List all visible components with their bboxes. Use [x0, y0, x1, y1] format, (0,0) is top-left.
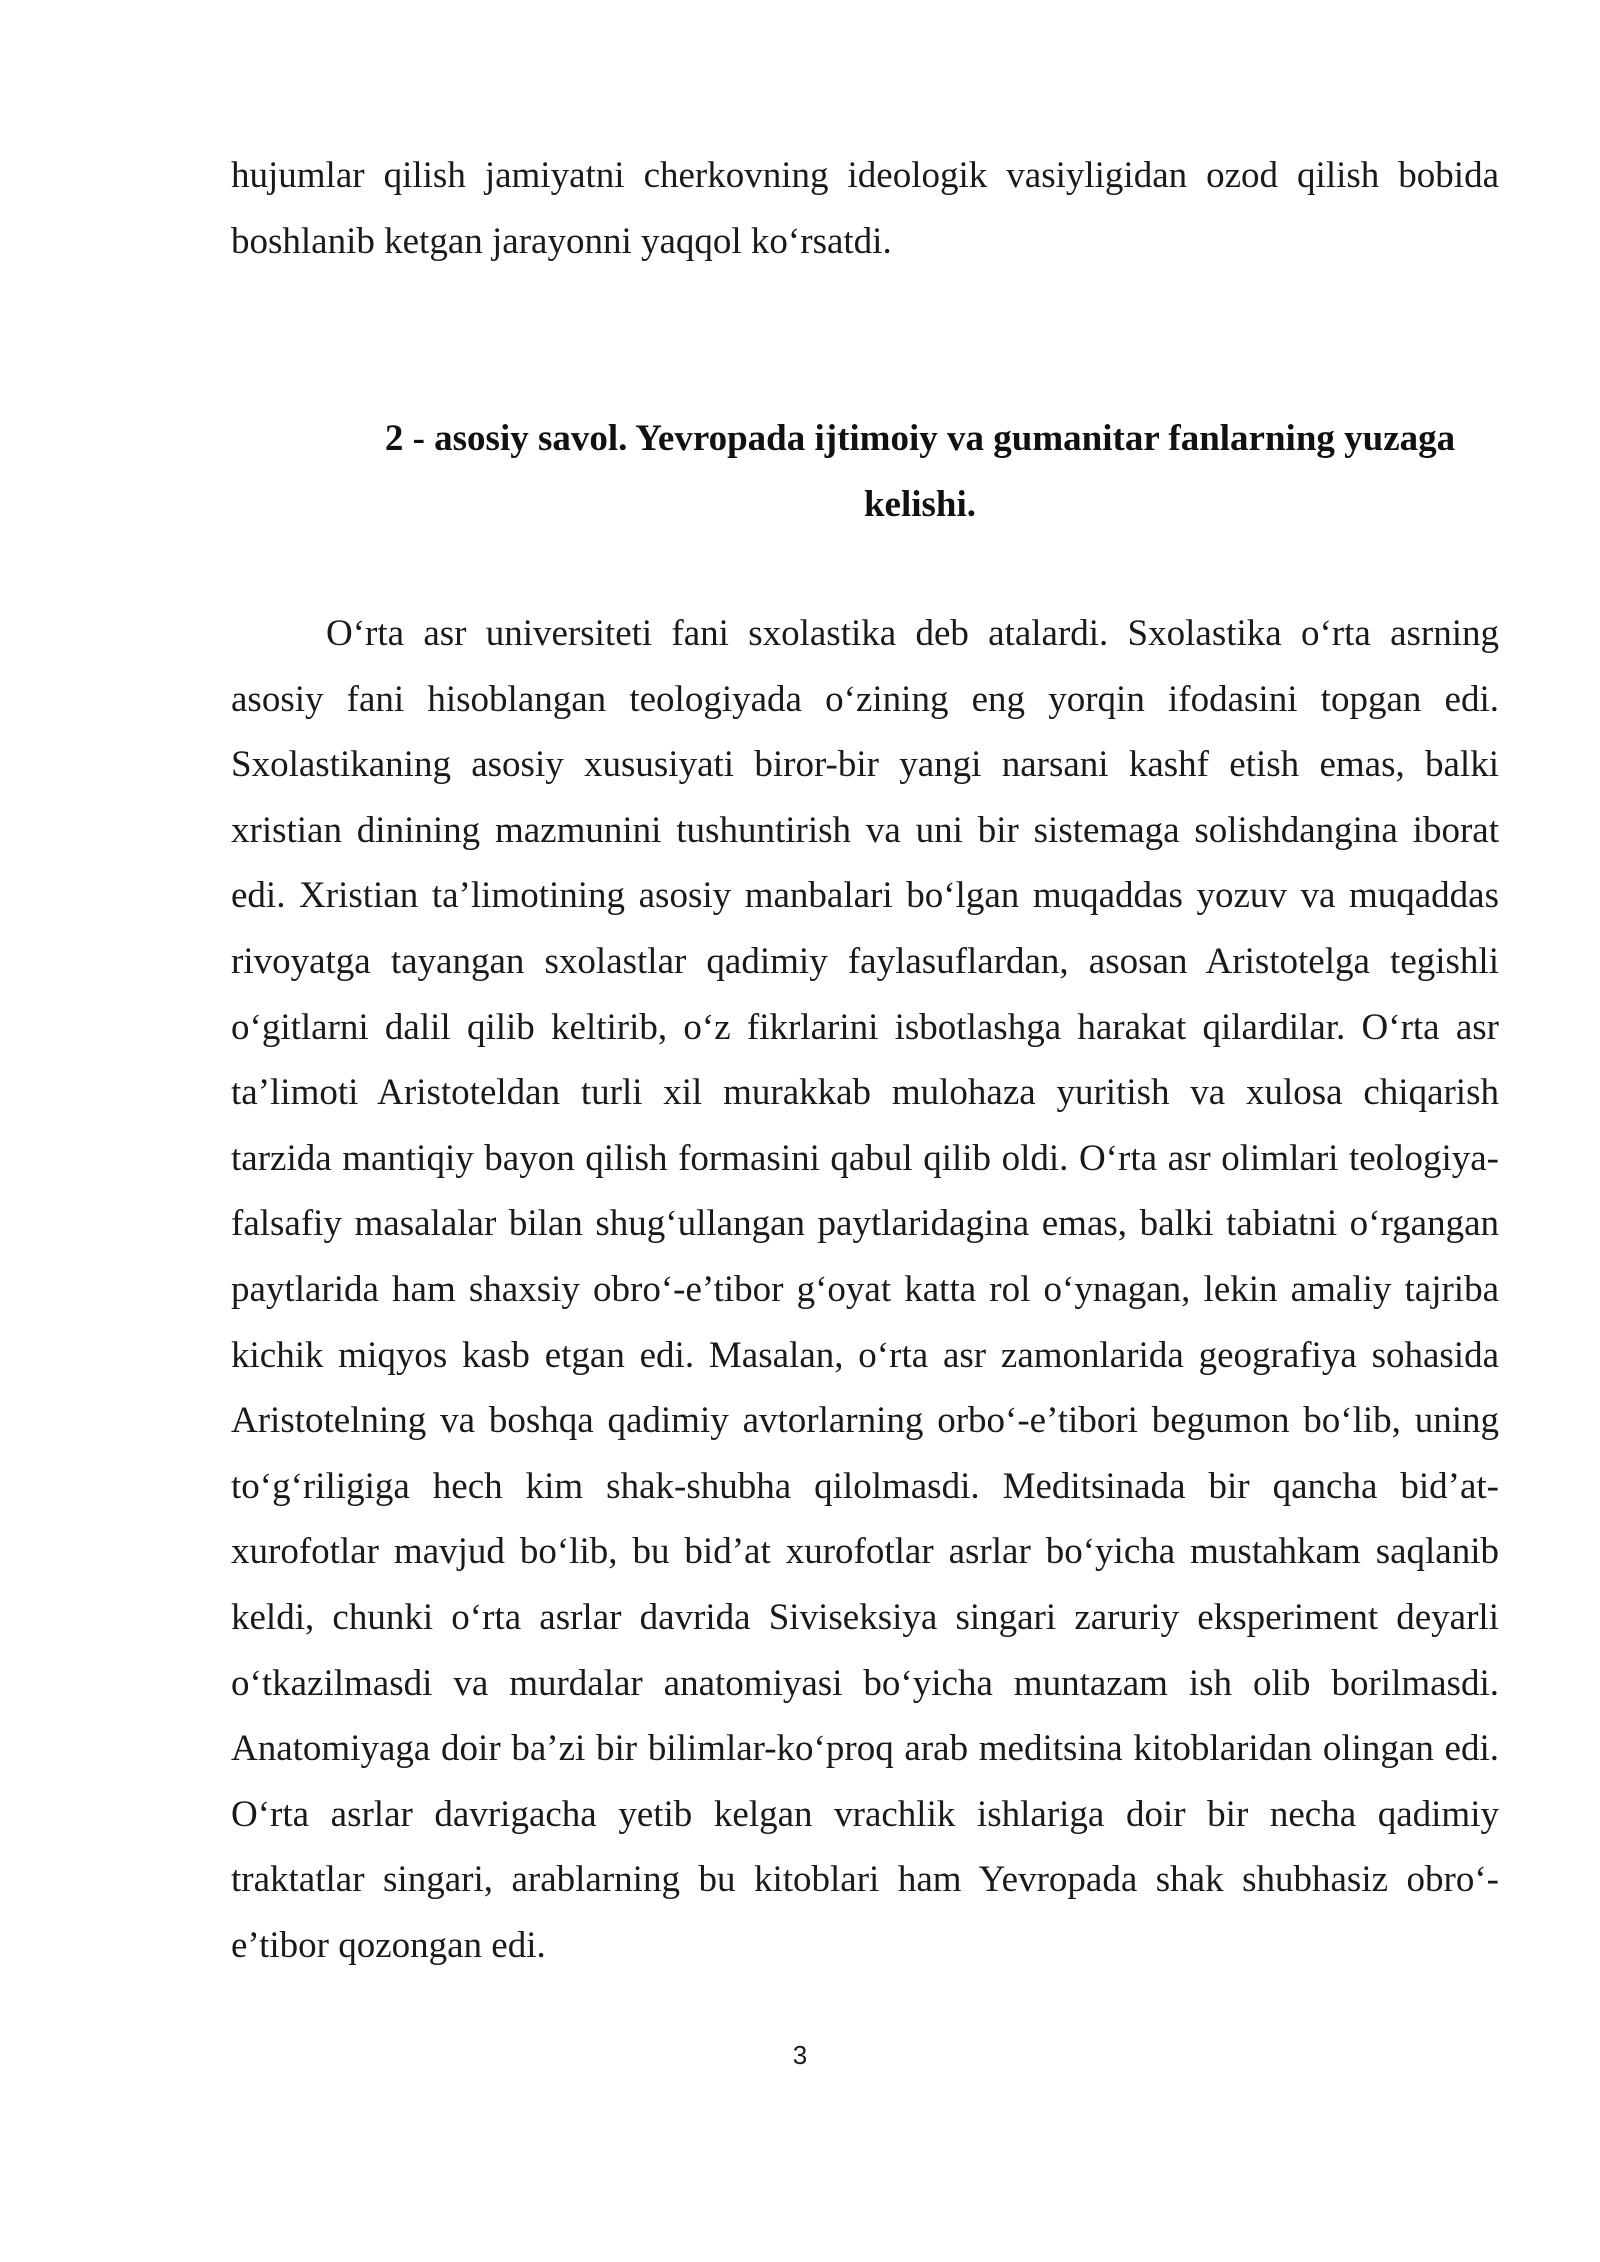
section-heading-line1: 2 - asosiy savol. Yevropada ijtimoiy va gumanitar fanlarning yuzaga: [384, 418, 1456, 459]
intro-paragraph: hujumlar qilish jamiyatni cherkovning ideologik vasiyligidan ozod qilish bobida boshlanib ketgan jarayonni yaqqol ko‘rsatdi.: [231, 155, 1499, 262]
section-heading-line2: kelishi.: [863, 484, 977, 525]
section-heading: [231, 406, 1499, 538]
page-number: 3: [792, 2040, 808, 2070]
body-paragraph: O‘rta asr universiteti fani sxolastika deb atalardi. Sxolastika o‘rta asrning asosiy fani hisoblangan teologiyada o‘zining eng yorqin ifodasini topgan edi. Sxolastikaning asosiy xususiyati biror-bir yangi narsani kashf etish emas, balki xristian dinining mazmunini tushuntirish va uni bir sistemaga solishdangina iborat edi. Xristian ta’limotining asosiy manbalari bo‘lgan muqaddas yozuv va muqaddas rivoyatga tayangan sxolastlar qadimiy faylasuflardan, asosan Aristotelga tegishli o‘gitlarni dalil qilib keltirib, o‘z fikrlarini isbotlashga harakat qilardilar. O‘rta asr ta’limoti Aristoteldan turli xil murakkab mulohaza yuritish va xulosa chiqarish tarzida mantiqiy bayon qilish formasini qabul qilib oldi. O‘rta asr olimlari teologiya-falsafiy masalalar bilan shug‘ullangan paytlaridagina emas, balki tabiatni o‘rgangan paytlarida ham shaxsiy obro‘-e’tibor g‘oyat katta rol o‘ynagan, lekin amaliy tajriba kichik miqyos kasb etgan edi. Masalan, o‘rta asr zamonlarida geografiya sohasida Aristotelning va boshqa qadimiy avtorlarning orbo‘-e’tibori begumon bo‘lib, uning to‘g‘riligiga hech kim shak-shubha qilolmasdi. Meditsinada bir qancha bid’at-xurofotlar mavjud bo‘lib, bu bid’at xurofotlar asrlar bo‘yicha mustahkam saqlanib keldi, chunki o‘rta asrlar davrida Siviseksiya singari zaruriy eksperiment deyarli o‘tkazilmasdi va murdalar anatomiyasi bo‘yicha muntazam ish olib borilmasdi. Anatomiyaga doir ba’zi bir bilimlar-ko‘proq arab meditsina kitoblaridan olingan edi. O‘rta asrlar davrigacha yetib kelgan vrachlik ishlariga doir bir necha qadimiy traktatlar singari, arablarning bu kitoblari ham Yevropada shak shubhasiz obro‘-e’tibor qozongan edi.: [231, 613, 1499, 1966]
